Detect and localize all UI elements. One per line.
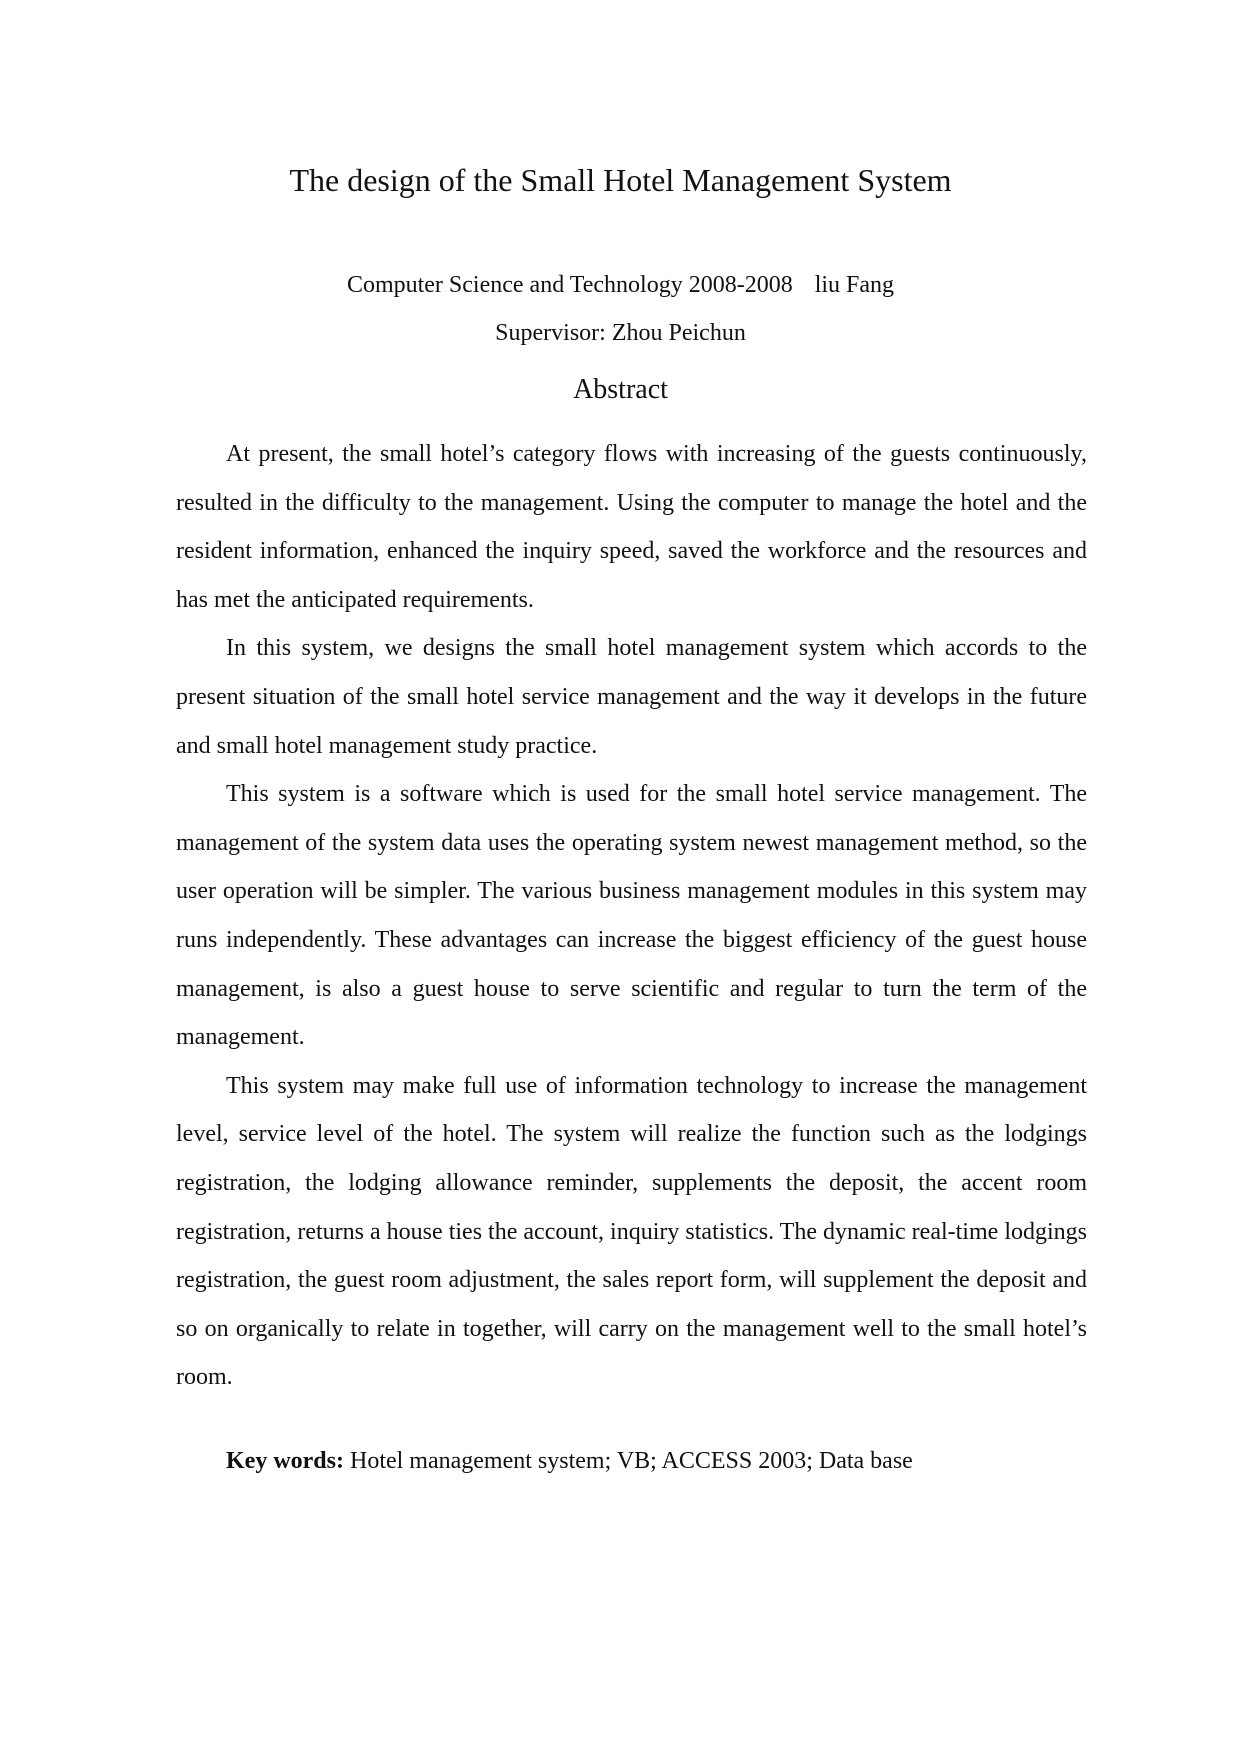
abstract-body — [176, 430, 1087, 1402]
author-name: liu Fang — [814, 272, 895, 298]
keywords-label: Key words: — [226, 1448, 344, 1474]
author-program: Computer Science and Technology 2008-2008 — [346, 272, 793, 298]
keywords-line — [226, 1446, 1087, 1476]
supervisor-line: Supervisor: Zhou Peichun — [495, 320, 746, 346]
abstract-paragraph: This system may make full use of information technology to increase the management level, service level of the hotel. The system will realize the function such as the lodgings registration, the lodging allowance reminder, supplements the deposit, the accent room registration, returns a house ties the account, inquiry statistics. The dynamic real-time lodgings registration, the guest room adjustment, the sales report form, will supplement the deposit and so on organically to relate in together, will carry on the management well to the small hotel’s room. — [176, 1072, 1087, 1391]
abstract-paragraph: In this system, we designs the small hotel management system which accords to the present situation of the small hotel service management and the way it develops in the future and small hotel management study practice. — [176, 635, 1087, 759]
author-line — [0, 270, 1241, 300]
abstract-paragraph: At present, the small hotel’s category flows with increasing of the guests continuously, resulted in the difficulty to the management. Using the computer to manage the hotel and the resident information, enhanced the inquiry speed, saved the workforce and the resources and has met the anticipated requirements. — [176, 441, 1087, 613]
abstract-heading: Abstract — [573, 374, 668, 405]
abstract-paragraph: This system is a software which is used for the small hotel service management. The management of the system data uses the operating system newest management method, so the user operation will be simpler. The various business management modules in this system may runs independently. These advantages can increase the biggest efficiency of the guest house management, is also a guest house to serve scientific and regular to turn the term of the management. — [176, 781, 1087, 1051]
keywords-text: Hotel management system; VB; ACCESS 2003; Data base — [349, 1448, 913, 1474]
document-title: The design of the Small Hotel Management System — [289, 162, 952, 198]
